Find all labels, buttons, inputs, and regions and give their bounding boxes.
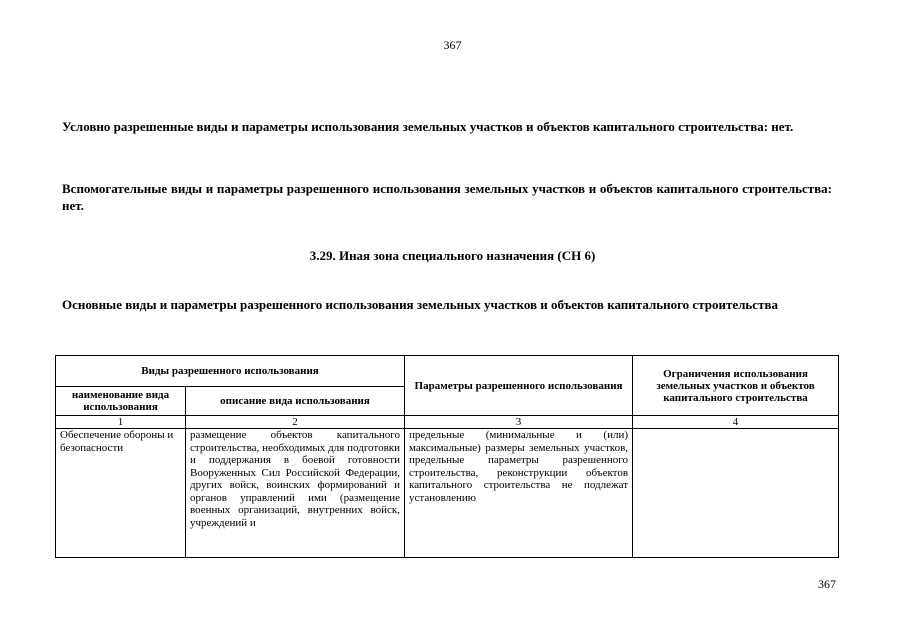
use-description-cell: размещение объектов капитального строительства, необходимых для подготовки и поддержания в боевой готовности Вооруженных Сил Российской Федерации, других войск, воинских формирований и органов управлений ими (размещение военных организаций, внутренних войск, учреждений и <box>190 429 401 529</box>
column-number: 3 <box>405 416 633 429</box>
parameters-cell: предельные (минимальные и (или) максимальные) размеры земельных участков, предельные параметры разрешенного строительства, реконструкции объектов капитального строительства не подлежат установлению <box>409 429 629 504</box>
main-uses-paragraph: Основные виды и параметры разрешенного использования земельных участков и объектов капитального строительства <box>62 297 778 312</box>
header-restrictions: Ограничения использования земельных участков и объектов капитального строительства <box>633 356 839 416</box>
use-name-cell: Обеспечение обороны и безопасности <box>60 429 174 454</box>
page-number-bottom: 367 <box>818 577 836 591</box>
column-number: 4 <box>633 416 839 429</box>
header-parameters: Параметры разрешенного использования <box>405 356 633 416</box>
table-row <box>56 429 839 558</box>
conditional-uses-paragraph: Условно разрешенные виды и параметры использования земельных участков и объектов капитального строительства: нет. <box>62 119 794 134</box>
header-use-name: наименование вида использования <box>56 387 186 416</box>
header-permitted-uses: Виды разрешенного использования <box>56 356 405 387</box>
header-use-description: описание вида использования <box>186 387 405 416</box>
section-heading: 3.29. Иная зона специального назначения (СН 6) <box>309 248 596 263</box>
page-number-top: 367 <box>443 38 462 52</box>
column-number: 2 <box>186 416 405 429</box>
land-use-table <box>55 355 839 558</box>
column-number: 1 <box>56 416 186 429</box>
auxiliary-uses-paragraph: Вспомогательные виды и параметры разрешенного использования земельных участков и объектов капитального строительства: нет. <box>62 181 832 213</box>
